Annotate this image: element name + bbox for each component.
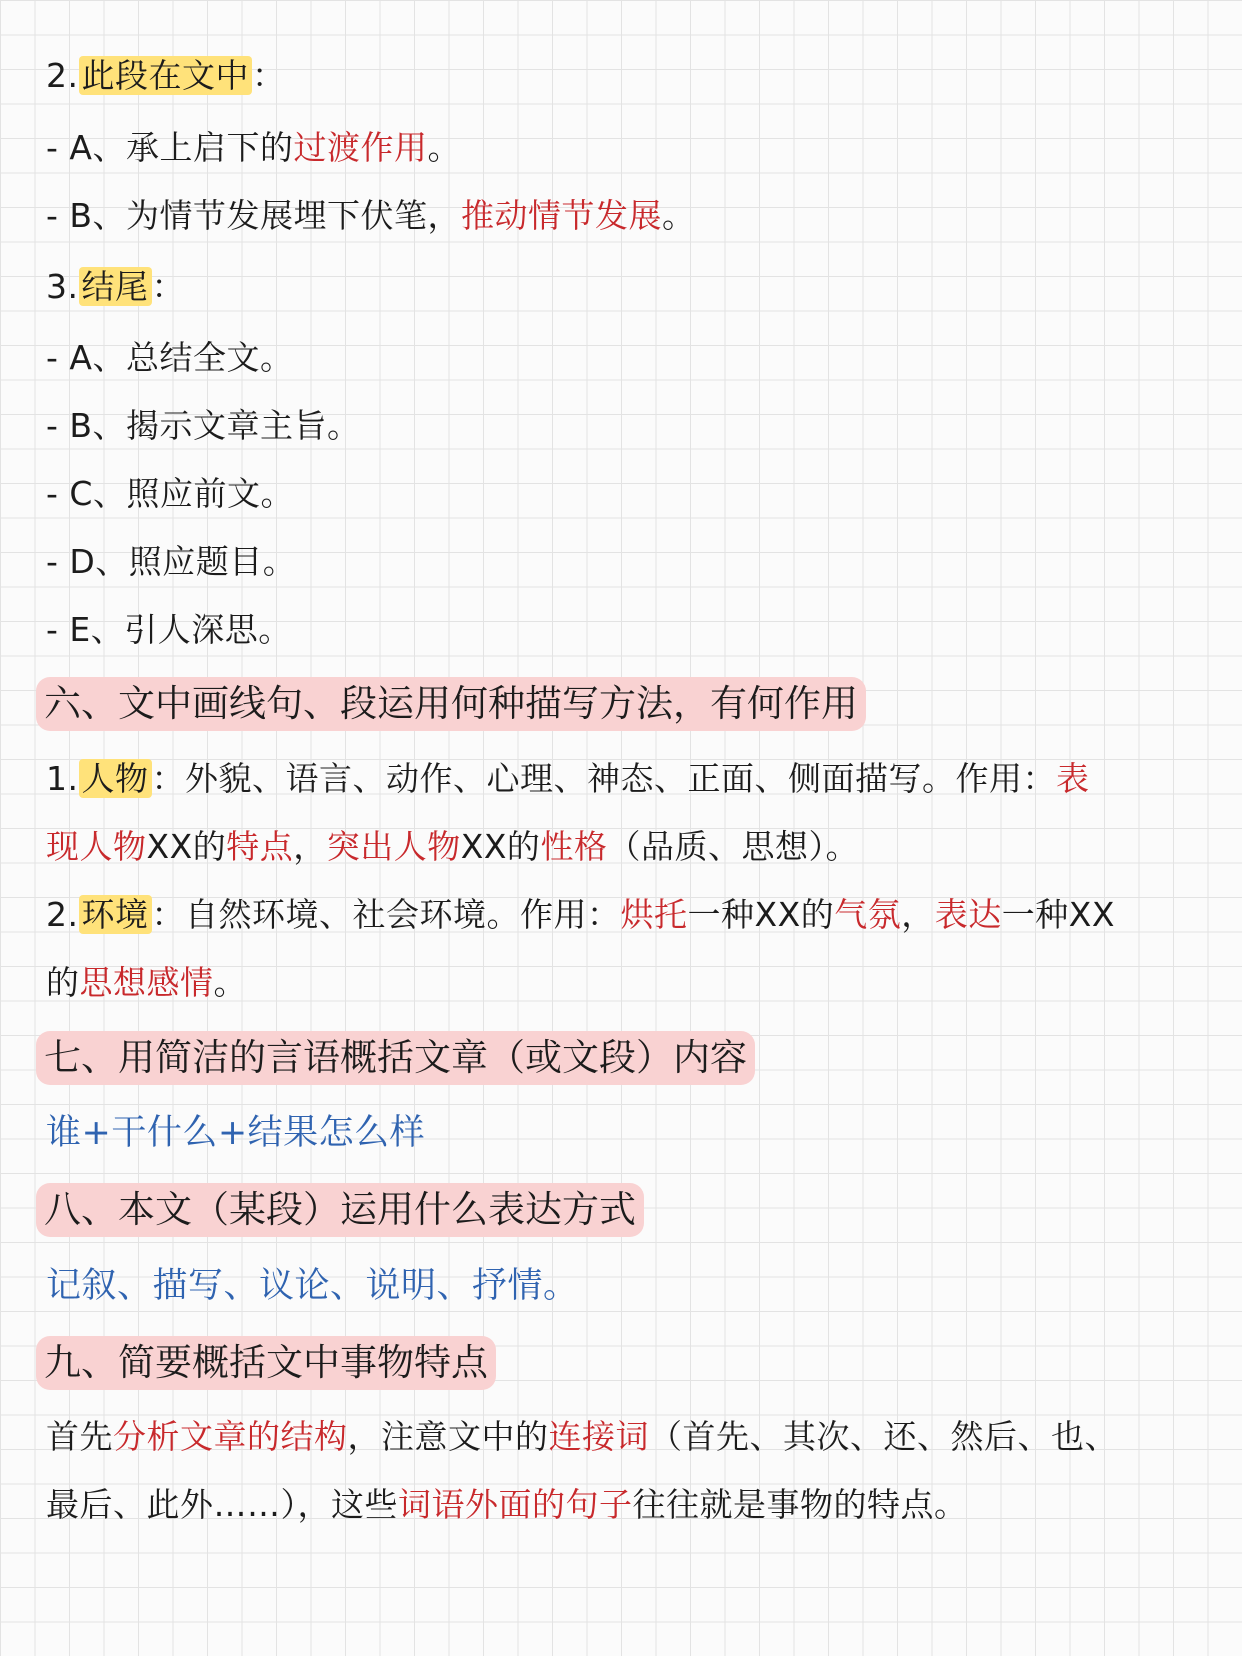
s9-para-line2: 最后、此外……），这些词语外面的句子往往就是事物的特点。 bbox=[46, 1485, 968, 1524]
part3-title: 结尾 bbox=[79, 267, 152, 306]
part2-title: 此段在文中 bbox=[79, 56, 253, 95]
s6-key-environment: 环境 bbox=[79, 895, 152, 934]
section-9-heading: 九、简要概括文中事物特点 bbox=[36, 1336, 496, 1390]
part3-item-c: - C、照应前文。 bbox=[46, 474, 294, 513]
part2-item-b: - B、为情节发展埋下伏笔，推动情节发展。 bbox=[46, 196, 696, 235]
section-7-heading: 七、用简洁的言语概括文章（或文段）内容 bbox=[36, 1031, 755, 1085]
s6-key-character: 人物 bbox=[79, 759, 152, 798]
s6-para1-line1: 1.人物：外貌、语言、动作、心理、神态、正面、侧面描写。作用：表 bbox=[46, 759, 1090, 798]
s6-para2-line2: 的思想感情。 bbox=[46, 963, 247, 1002]
section-6-heading: 六、文中画线句、段运用何种描写方法，有何作用 bbox=[36, 677, 866, 731]
part3-item-b: - B、揭示文章主旨。 bbox=[46, 406, 361, 445]
part2-number: 2. bbox=[46, 56, 79, 95]
part3-heading: 3.结尾： bbox=[46, 267, 185, 306]
part2-item-a: - A、承上启下的过渡作用。 bbox=[46, 128, 461, 167]
s7-formula: 谁+干什么+结果怎么样 bbox=[46, 1113, 426, 1153]
section-8-heading: 八、本文（某段）运用什么表达方式 bbox=[36, 1183, 644, 1237]
part3-item-d: - D、照应题目。 bbox=[46, 542, 297, 581]
part3-item-e: - E、引人深思。 bbox=[46, 610, 292, 649]
s6-para2-line1: 2.环境：自然环境、社会环境。作用：烘托一种XX的气氛，表达一种XX bbox=[46, 895, 1115, 934]
s6-para1-line2: 现人物XX的特点，突出人物XX的性格（品质、思想）。 bbox=[46, 827, 859, 866]
part3-item-a: - A、总结全文。 bbox=[46, 338, 294, 377]
part2-heading: 2.此段在文中： bbox=[46, 56, 286, 95]
s9-para-line1: 首先分析文章的结构，注意文中的连接词（首先、其次、还、然后、也、 bbox=[46, 1417, 1118, 1456]
s8-answer: 记叙、描写、议论、说明、抒情。 bbox=[46, 1266, 579, 1306]
